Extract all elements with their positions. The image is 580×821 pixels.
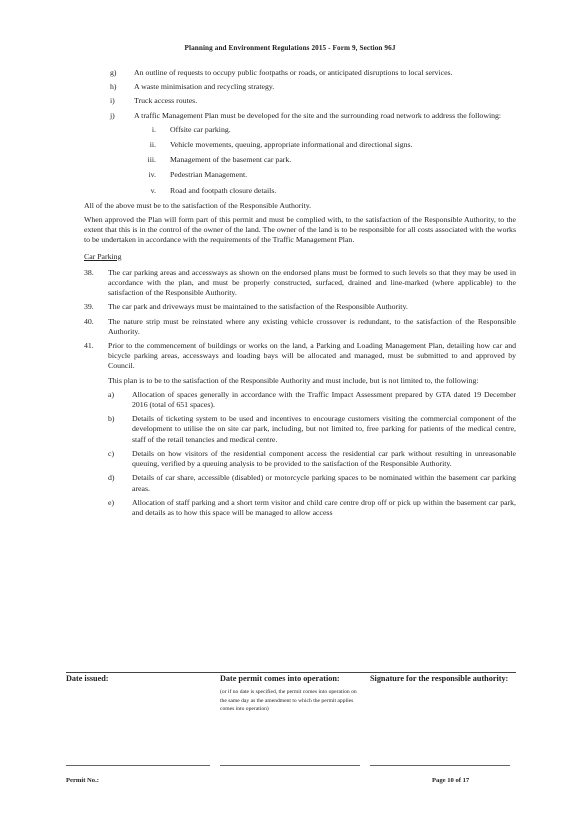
subitem-label: c) [108, 448, 115, 458]
sub-list-label: ii. [149, 140, 156, 150]
list-item [84, 82, 516, 92]
list-label: i) [110, 96, 115, 106]
list-item [84, 111, 516, 121]
signature-label: Signature for the responsible authority: [370, 674, 509, 683]
condition-number: 40. [84, 316, 94, 326]
sub-list-item [128, 155, 516, 165]
date-issued-block [66, 674, 206, 684]
condition-item [84, 341, 516, 372]
condition-text: The nature strip must be reinstated where any existing vehicle crossover is redundant, to the satisfaction of the Responsible Authority. [108, 316, 516, 336]
signature-line [370, 765, 510, 766]
condition-number: 41. [84, 341, 94, 351]
list-text: A traffic Management Plan must be developed for the site and the surrounding road network to address the following: [134, 110, 502, 120]
condition-subitem [108, 449, 516, 469]
paragraph-approved: When approved the Plan will form part of this permit and must be complied with, to the satisfaction of the Responsible Authority, to the extent that this is in the control of the owner of the land. The owner of the land is to be responsible for all costs associated with the works to be undertaken in accordance with the requirements of the Traffic Management Plan. [84, 215, 516, 245]
condition-text: The car park and driveways must be maintained to the satisfaction of the Responsible Authority. [108, 302, 408, 312]
list-item [84, 96, 516, 106]
signature-block [370, 674, 516, 684]
sub-list-label: i. [151, 124, 156, 134]
list-label: h) [110, 82, 117, 92]
paragraph-satisfaction: All of the above must be to the satisfaction of the Responsible Authority. [84, 200, 312, 210]
sub-list-item [128, 186, 516, 196]
subitem-label: e) [108, 497, 115, 507]
subitem-text: Allocation of spaces generally in accordance with the Traffic Impact Assessment prepared by GTA dated 19 December 2016 (total of 651 spaces). [132, 389, 516, 410]
list-text: An outline of requests to occupy public footpaths or roads, or anticipated disruptions to local services. [134, 68, 453, 77]
sub-list-item [128, 170, 516, 180]
page-number: Page 10 of 17 [432, 777, 470, 784]
list-label: g) [110, 68, 117, 77]
condition-text: Prior to the commencement of buildings or works on the land, a Parking and Loading Management Plan, detailing how car and bicycle parking areas, accessways and loading bays will be allocated and managed, must be submitted to and approved by Council. [108, 341, 516, 371]
condition-subitem [108, 390, 516, 410]
condition-item [84, 317, 516, 337]
condition-subitem [108, 473, 516, 493]
condition-item [84, 302, 516, 312]
condition-number: 38. [84, 267, 94, 277]
document-body [84, 68, 516, 522]
condition-subitem [108, 498, 516, 518]
condition-item [84, 268, 516, 299]
subitem-label: d) [108, 473, 115, 483]
date-operation-note: (or if no date is specified, the permit comes into operation on the same day as the amendment to which the permit applies comes into operation) [220, 689, 357, 713]
list-label: j) [110, 110, 115, 120]
signature-divider [66, 672, 516, 673]
list-text: Truck access routes. [134, 96, 198, 106]
paragraph-41-intro: This plan is to be to the satisfaction of the Responsible Authority and must include, but is not limited to, the following: [108, 375, 479, 385]
sub-list-text: Road and footpath closure details. [170, 185, 277, 195]
condition-number: 39. [84, 302, 94, 312]
condition-subitem [108, 414, 516, 445]
subitem-text: Allocation of staff parking and a short term visitor and child care centre drop off or pick up within the basement car park, and details as to how this space will be managed to allow access [132, 497, 516, 517]
date-operation-block [220, 674, 362, 714]
sub-list-text: Offsite car parking. [170, 124, 231, 134]
sub-list-item [128, 140, 516, 150]
sub-list-label: v. [150, 185, 156, 195]
sub-list-text: Pedestrian Management. [170, 170, 248, 180]
sub-list-label: iii. [147, 155, 156, 165]
section-heading: Car Parking [84, 251, 122, 261]
date-issued-line [66, 765, 210, 766]
list-item [84, 68, 516, 78]
subitem-label: b) [108, 414, 115, 424]
subitem-text: Details on how visitors of the residential component access the residential car park without resulting in unreasonable queuing, verified by a queuing analysis to be provided to the satisfaction of the Responsible Authority. [132, 448, 516, 469]
sub-list-text: Vehicle movements, queuing, appropriate informational and directional signs. [170, 140, 413, 150]
sub-list-item [128, 125, 516, 135]
permit-number-label: Permit No.: [66, 777, 99, 784]
subitem-text: Details of car share, accessible (disabled) or motorcycle parking spaces to be nominated within the basement car parking areas. [132, 473, 516, 493]
subitem-label: a) [108, 389, 115, 399]
subitem-text: Details of ticketing system to be used and incentives to encourage customers visiting the commercial component of the development to utilise the on site car park, including, but not limited to, free parking for patients of the medical centre, staff of the retail tenancies and medical centre. [132, 414, 516, 444]
list-text: A waste minimisation and recycling strategy. [134, 82, 275, 92]
sub-list-label: iv. [148, 170, 156, 180]
condition-text: The car parking areas and accessways as shown on the endorsed plans must be formed to such levels so that they may be used in accordance with the plan, and must be properly constructed, surfaced, drained and line-marked (where applicable) to the satisfaction of the Responsible Authority. [108, 267, 516, 298]
date-operation-label: Date permit comes into operation: [220, 674, 340, 683]
sub-list-text: Management of the basement car park. [170, 155, 292, 165]
page-header: Planning and Environment Regulations 2015 - Form 9, Section 96J [184, 44, 396, 52]
date-operation-line [220, 765, 360, 766]
date-issued-label: Date issued: [66, 674, 109, 683]
